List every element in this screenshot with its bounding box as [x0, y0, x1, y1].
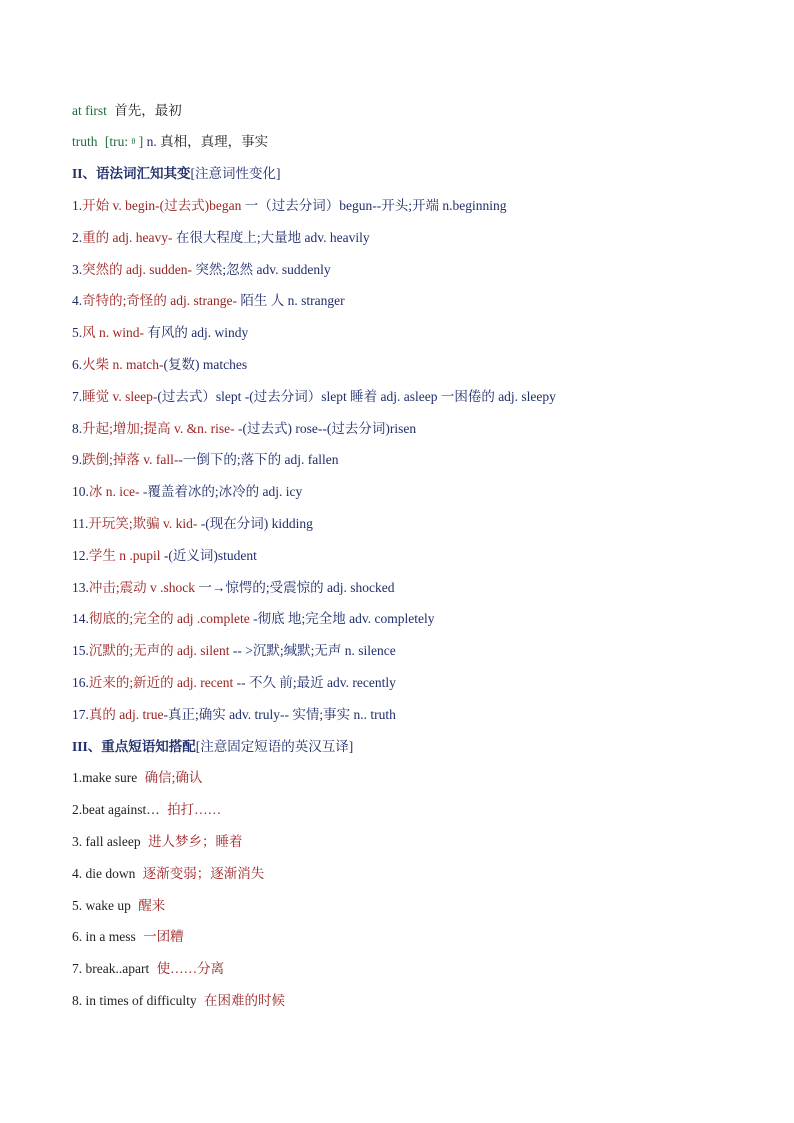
phrase-english: 2.beat against…: [72, 802, 160, 817]
grammar-item: [72, 322, 248, 344]
phrase-english: 7. break..apart: [72, 961, 150, 976]
item-derivative: -- >沉默;缄默;无声 n. silence: [232, 643, 396, 658]
vocab-pos: n.: [146, 134, 157, 149]
item-number: 12.: [72, 548, 89, 563]
item-number: 17.: [72, 707, 89, 722]
item-derivative: 一→惊愕的;受震惊的 adj. shocked: [198, 580, 395, 595]
item-derivative: (复数) matches: [163, 357, 248, 372]
item-word: adj. strange-: [170, 293, 237, 308]
item-derivative: (过去式）slept -(过去分词）slept 睡着 adj. asleep 一困倦的 adj. sleepy: [157, 389, 556, 404]
item-chinese: 睡觉: [82, 389, 110, 404]
item-chinese: 开始: [82, 198, 110, 213]
grammar-item: [72, 290, 345, 312]
item-word: adj. sudden-: [126, 262, 192, 277]
item-word: adj .complete: [177, 611, 250, 626]
phrase-item: [72, 926, 184, 948]
item-number: 15.: [72, 643, 89, 658]
phrase-item: [72, 799, 221, 821]
item-number: 1.: [72, 198, 83, 213]
section-heading-grammar: [72, 163, 281, 185]
item-word: v. begin-(过去式)began: [112, 198, 242, 213]
grammar-item: [72, 577, 395, 599]
grammar-item: [72, 640, 396, 662]
item-derivative: 一（过去分词）begun--开头;开端 n.beginning: [244, 198, 507, 213]
item-derivative: 突然;忽然 adv. suddenly: [195, 262, 331, 277]
item-chinese: 火柴: [82, 357, 110, 372]
phrase-english: 6. in a mess: [72, 929, 136, 944]
item-derivative: -(现在分词) kidding: [200, 516, 313, 531]
phrase-chinese: 进人梦乡；睡着: [147, 834, 243, 849]
phrase-chinese: 一团糟: [143, 929, 184, 944]
grammar-item: [72, 354, 247, 376]
item-derivative: 在很大程度上;大量地 adv. heavily: [175, 230, 370, 245]
phrase-english: 4. die down: [72, 866, 136, 881]
item-number: 5.: [72, 325, 83, 340]
grammar-item: [72, 481, 302, 503]
vocab-truth: [72, 131, 268, 153]
item-derivative: 有风的 adj. windy: [147, 325, 249, 340]
item-derivative: -- 不久 前;最近 adv. recently: [236, 675, 396, 690]
section-note: [注意固定短语的英汉互译]: [195, 739, 354, 754]
phrase-chinese: 拍打……: [167, 802, 222, 817]
grammar-item: [72, 449, 338, 471]
phrase-item: [72, 863, 264, 885]
item-chinese: 风: [82, 325, 96, 340]
item-number: 9.: [72, 452, 83, 467]
item-number: 16.: [72, 675, 89, 690]
item-derivative: -覆盖着冰的;冰冷的 adj. icy: [142, 484, 303, 499]
grammar-item: [72, 418, 416, 440]
vocab-meaning: 首先，最初: [114, 103, 182, 118]
phrase-item: [72, 767, 202, 789]
vocab-meaning: 真相，真理，事实: [160, 134, 269, 149]
item-chinese: 学生: [88, 548, 116, 563]
item-word: n. ice-: [105, 484, 140, 499]
item-chinese: 开玩笑;欺骗: [88, 516, 160, 531]
item-word: adj. silent: [177, 643, 230, 658]
item-chinese: 重的: [82, 230, 110, 245]
grammar-item: [72, 386, 556, 408]
item-derivative: -一倒下的;落下的 adj. fallen: [178, 452, 339, 467]
section-note: [注意词性变化]: [190, 166, 281, 181]
item-derivative: -(过去式) rose--(过去分词)risen: [238, 421, 417, 436]
item-word: v .shock: [150, 580, 196, 595]
grammar-item: [72, 545, 257, 567]
vocab-at-first: [72, 100, 182, 122]
vocab-phonetic: [tru: θ ]: [104, 134, 144, 149]
item-chinese: 近来的;新近的: [88, 675, 174, 690]
item-word: v. kid-: [163, 516, 198, 531]
item-word: n .pupil: [119, 548, 161, 563]
item-derivative: -真正;确实 adv. truly-- 实情;事实 n.. truth: [163, 707, 396, 722]
vocab-word: at first: [72, 103, 107, 118]
item-number: 14.: [72, 611, 89, 626]
item-number: 7.: [72, 389, 83, 404]
phrase-english: 3. fall asleep: [72, 834, 141, 849]
phrase-english: 5. wake up: [72, 898, 131, 913]
phrase-item: [72, 895, 165, 917]
grammar-item: [72, 513, 313, 535]
item-word: n. match-: [112, 357, 164, 372]
item-chinese: 奇特的;奇怪的: [82, 293, 167, 308]
phrase-chinese: 逐渐变弱；逐渐消失: [142, 866, 265, 881]
item-chinese: 冰: [88, 484, 103, 499]
item-derivative: 陌生 人 n. stranger: [240, 293, 345, 308]
phrase-chinese: 在困难的时候: [204, 993, 285, 1008]
grammar-item: [72, 259, 331, 281]
grammar-item: [72, 704, 396, 726]
item-word: adj. heavy-: [112, 230, 173, 245]
item-number: 2.: [72, 230, 83, 245]
item-word: adj. recent: [177, 675, 234, 690]
section-heading-phrases: [72, 736, 353, 758]
item-word: n. wind-: [99, 325, 144, 340]
item-number: 8.: [72, 421, 83, 436]
section-title: II、语法词汇知其变: [72, 166, 191, 181]
item-word: adj. true: [119, 707, 164, 722]
item-word: v. sleep-: [112, 389, 158, 404]
phrase-english: 1.make sure: [72, 770, 138, 785]
grammar-item: [72, 195, 506, 217]
item-chinese: 突然的: [82, 262, 123, 277]
section-title: III、重点短语知搭配: [72, 739, 196, 754]
phrase-item: [72, 958, 224, 980]
item-number: 3.: [72, 262, 83, 277]
item-number: 11.: [72, 516, 89, 531]
item-chinese: 跌倒;掉落: [82, 452, 140, 467]
phrase-item: [72, 990, 285, 1012]
grammar-item: [72, 227, 370, 249]
vocab-word: truth: [72, 134, 98, 149]
item-word: v. fall-: [143, 452, 179, 467]
phrase-item: [72, 831, 242, 853]
item-chinese: 冲击;震动: [88, 580, 147, 595]
phrase-chinese: 确信;确认: [144, 770, 203, 785]
grammar-item: [72, 608, 434, 630]
item-chinese: 彻底的;完全的: [88, 611, 174, 626]
item-word: v. &n. rise-: [174, 421, 235, 436]
item-derivative: -彻底 地;完全地 adv. completely: [253, 611, 435, 626]
item-number: 10.: [72, 484, 89, 499]
item-number: 4.: [72, 293, 83, 308]
phrase-english: 8. in times of difficulty: [72, 993, 197, 1008]
item-derivative: -(近义词)student: [163, 548, 257, 563]
grammar-item: [72, 672, 396, 694]
phrase-chinese: 使……分离: [156, 961, 225, 976]
item-number: 6.: [72, 357, 83, 372]
item-chinese: 真的: [88, 707, 116, 722]
item-number: 13.: [72, 580, 89, 595]
item-chinese: 沉默的;无声的: [88, 643, 174, 658]
item-chinese: 升起;增加;提高: [82, 421, 171, 436]
phrase-chinese: 醒来: [138, 898, 166, 913]
